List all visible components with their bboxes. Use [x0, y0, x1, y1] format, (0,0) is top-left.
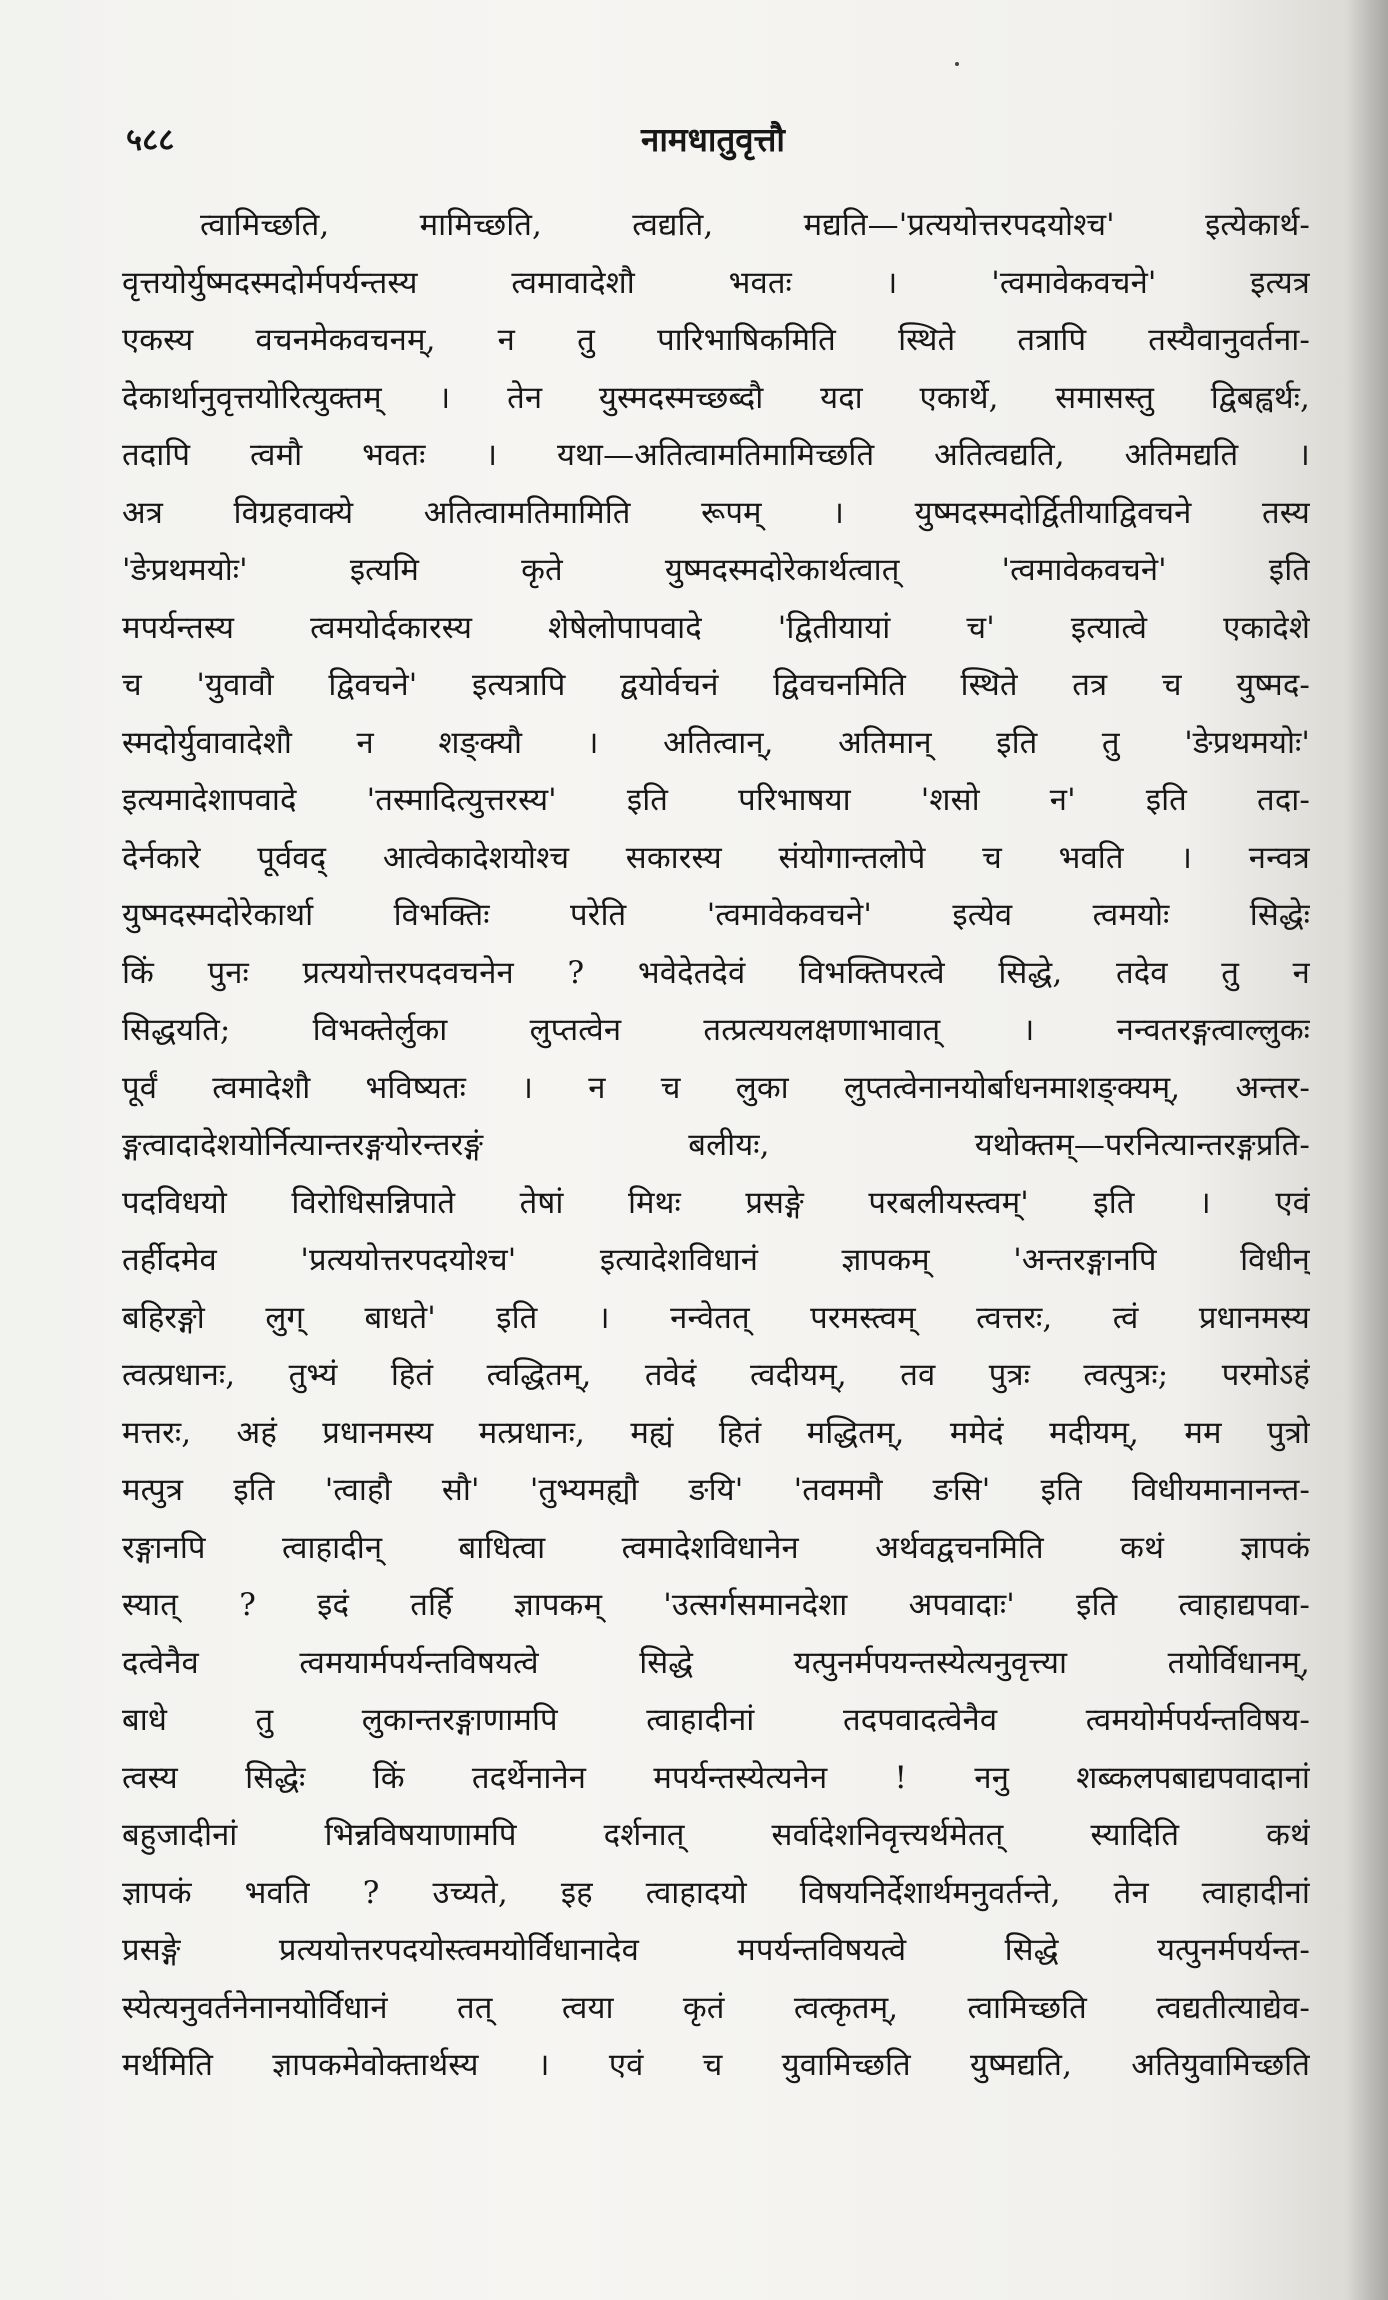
text-line: स्येत्यनुवर्तनेनानयोर्विधानं तत् त्वया कृतं त्वत्कृतम्, त्वामिच्छति त्वद्यतीत्याद्येव- — [122, 1989, 1310, 2026]
text-line: ङ्गत्वादादेशयोर्नित्यान्तरङ्गयोरन्तरङ्गं बलीयः, यथोक्तम्—परनित्यान्तरङ्गप्रति- — [122, 1127, 1310, 1163]
text-line: च 'युवावौ द्विवचने' इत्यत्रापि द्वयोर्वचनं द्विवचनमिति स्थिते तत्र च युष्मद- — [122, 667, 1310, 703]
page-header — [118, 118, 1308, 162]
text-line: 'ङेप्रथमयोः' इत्यमि कृते युष्मदस्मदोरेकार्थत्वात् 'त्वमावेकवचने' इति — [122, 552, 1310, 588]
text-line: तर्हीदमेव 'प्रत्ययोत्तरपदयोश्च' इत्यादेशविधानं ज्ञापकम् 'अन्तरङ्गानपि विधीन् — [122, 1242, 1310, 1278]
body-text — [122, 197, 1310, 2095]
text-line: बहिरङ्गो लुग् बाधते' इति । नन्वेतत् परमस्त्वम् त्वत्तरः, त्वं प्रधानमस्य — [122, 1299, 1310, 1336]
text-line: बहुजादीनां भिन्नविषयाणामपि दर्शनात् सर्वादेशनिवृत्त्यर्थमेतत् स्यादिति कथं — [122, 1817, 1310, 1853]
text-line: अत्र विग्रहवाक्ये अतित्वामतिमामिति रूपम् । युष्मदस्मदोर्द्वितीयाद्विवचने तस्य — [122, 494, 1310, 531]
text-line: तदापि त्वमौ भवतः । यथा—अतित्वामतिमामिच्छति अतित्वद्यति, अतिमद्यति । — [122, 437, 1310, 473]
text-line: देकार्थानुवृत्तयोरित्युक्तम् । तेन युस्मदस्मच्छब्दौ यदा एकार्थे, समासस्तु द्विबह्वर्थः, — [122, 379, 1310, 416]
text-line: मपर्यन्तस्य त्वमयोर्दकारस्य शेषेलोपापवादे 'द्वितीयायां च' इत्यात्वे एकादेशे — [122, 609, 1310, 646]
text-line: स्मदोर्युवावादेशौ न शङ्क्यौ । अतित्वान्, अतिमान् इति तु 'ङेप्रथमयोः' — [122, 724, 1310, 761]
running-title: नामधातुवृत्तौ — [641, 120, 785, 159]
text-line: मत्पुत्र इति 'त्वाहौ सौ' 'तुभ्यमह्यौ ङयि' 'तवममौ ङसि' इति विधीयमानानन्त- — [122, 1472, 1310, 1508]
page-number: ५८८ — [126, 122, 175, 158]
text-line: प्रसङ्गे प्रत्ययोत्तरपदयोस्त्वमयोर्विधानादेव मपर्यन्तविषयत्वे सिद्धे यत्पुनर्मपर्यन्त- — [122, 1932, 1310, 1968]
text-line: किं पुनः प्रत्ययोत्तरपदवचनेन ? भवेदेतदेवं विभक्तिपरत्वे सिद्धे, तदेव तु न — [122, 954, 1310, 991]
text-line: मर्थमिति ज्ञापकमेवोक्तार्थस्य । एवं च युवामिच्छति युष्मद्यति, अतियुवामिच्छति — [122, 2047, 1310, 2083]
text-line: स्यात् ? इदं तर्हि ज्ञापकम् 'उत्सर्गसमानदेशा अपवादाः' इति त्वाहाद्यपवा- — [122, 1587, 1310, 1623]
text-line: इत्यमादेशापवादे 'तस्मादित्युत्तरस्य' इति परिभाषया 'शसो न' इति तदा- — [122, 782, 1310, 818]
text-line: देर्नकारे पूर्ववद् आत्वेकादेशयोश्च सकारस्य संयोगान्तलोपे च भवति । नन्वत्र — [122, 839, 1310, 876]
text-line: ज्ञापकं भवति ? उच्यते, इह त्वाहादयो विषयनिर्देशार्थमनुवर्तन्ते, तेन त्वाहादीनां — [122, 1874, 1310, 1911]
text-line: पदविधयो विरोधिसन्निपाते तेषां मिथः प्रसङ्गे परबलीयस्त्वम्' इति । एवं — [122, 1184, 1310, 1221]
text-line: त्वस्य सिद्धेः किं तदर्थेनानेन मपर्यन्तस्येत्यनेन ! ननु शब्कलपबाद्यपवादानां — [122, 1759, 1310, 1796]
text-line: पूर्वं त्वमादेशौ भविष्यतः । न च लुका लुप्तत्वेनानयोर्बाधनमाशङ्क्यम्, अन्तर- — [122, 1069, 1310, 1106]
text-line: एकस्य वचनमेकवचनम्, न तु पारिभाषिकमिति स्थिते तत्रापि तस्यैवानुवर्तना- — [122, 322, 1310, 358]
text-line: वृत्तयोर्युष्मदस्मदोर्मपर्यन्तस्य त्वमावादेशौ भवतः । 'त्वमावेकवचने' इत्यत्र — [122, 264, 1310, 301]
text-line: त्वामिच्छति, मामिच्छति, त्वद्यति, मद्यति—'प्रत्ययोत्तरपदयोश्च' इत्येकार्थ- — [200, 207, 1310, 243]
text-line: त्वत्प्रधानः, तुभ्यं हितं त्वद्धितम्, तवेदं त्वदीयम्, तव पुत्रः त्वत्पुत्रः; परमोऽहं — [122, 1357, 1310, 1393]
text-line: बाधे तु लुकान्तरङ्गाणामपि त्वाहादीनां तदपवादत्वेनैव त्वमयोर्मपर्यन्तविषय- — [122, 1702, 1310, 1738]
page-gutter-shadow — [1346, 0, 1388, 2300]
text-line: दत्वेनैव त्वमयार्मपर्यन्तविषयत्वे सिद्धे यत्पुनर्मपयन्तस्येत्यनुवृत्त्या तयोर्विधानम्, — [122, 1644, 1310, 1681]
text-line: मत्तरः, अहं प्रधानमस्य मत्प्रधानः, मह्यं हितं मद्धितम्, ममेदं मदीयम्, मम पुत्रो — [122, 1414, 1310, 1451]
text-line: सिद्धयति; विभक्तेर्लुका लुप्तत्वेन तत्प्रत्ययलक्षणाभावात् । नन्वतरङ्गत्वाल्लुकः — [122, 1012, 1310, 1048]
scan-speck — [955, 62, 959, 66]
text-line: युष्मदस्मदोरेकार्था विभक्तिः परेति 'त्वमावेकवचने' इत्येव त्वमयोः सिद्धेः — [122, 897, 1310, 933]
text-line: रङ्गानपि त्वाहादीन् बाधित्वा त्वमादेशविधानेन अर्थवद्वचनमिति कथं ज्ञापकं — [122, 1529, 1310, 1566]
